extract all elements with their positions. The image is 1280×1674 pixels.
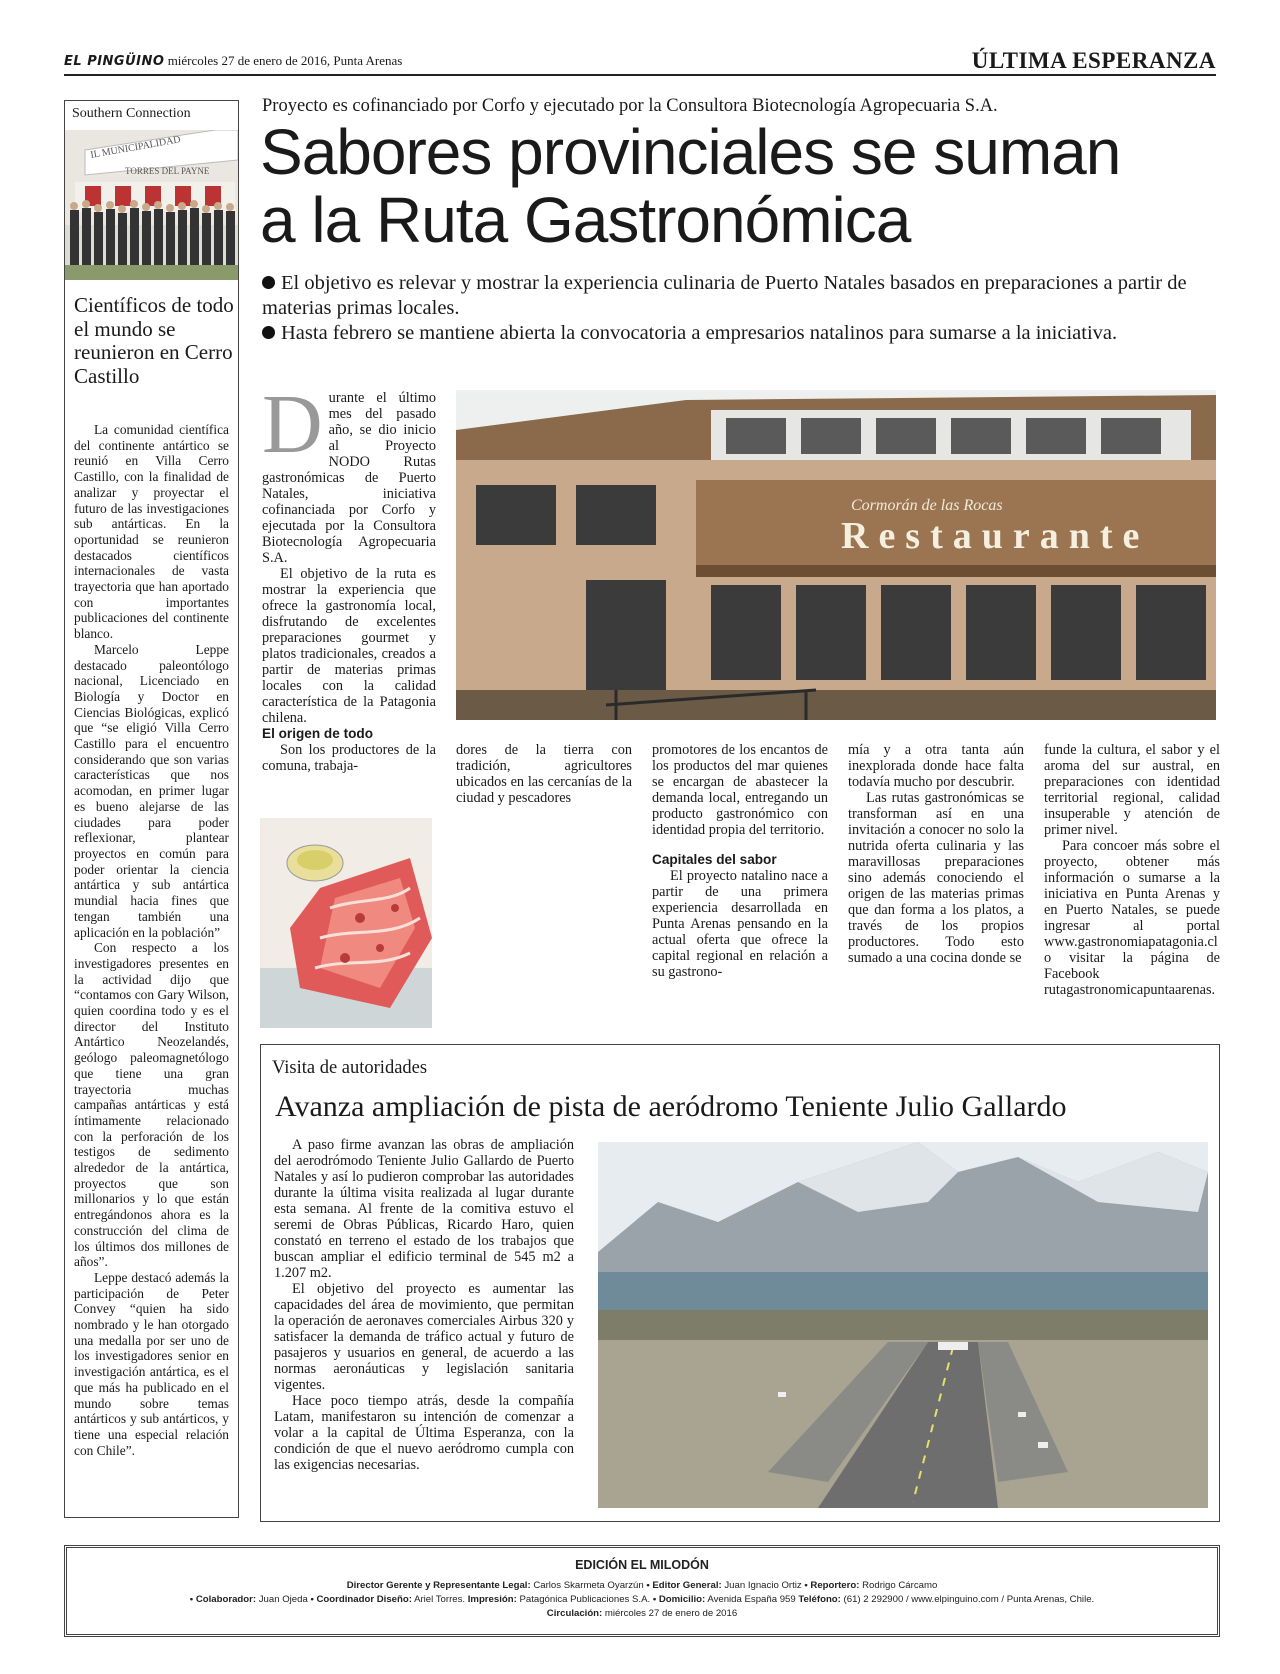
sidebar-paragraph: Marcelo Leppe destacado paleontólogo nacional, Licenciado en Biología y Doctor en Ciencias Biológicas, explicó que “se eligió Villa Cerro Castillo para el encuentro considerando que son varias características que nos acomodan, en primer lugar es bueno alejarse de las ciudades para poder reflexionar, plantear proyectos en común para poder orientar la ciencia antártica y sub antártica mundial hacia fines que tengan también una aplicación en la población”: [74, 641, 229, 940]
footer-line-1: [67, 1580, 1217, 1591]
article-paragraph: El proyecto natalino nace a partir de una primera experiencia desarrollada en Punta Arenas pensando en la actual oferta que ofrece la capital regional en relación a su gastrono-: [652, 868, 828, 980]
bullet-item: [262, 321, 1222, 346]
drop-cap: D: [262, 390, 323, 471]
article-paragraph: dores de la tierra con tradición, agricultores ubicados en las cercanías de la ciudad y pescadores: [456, 742, 632, 806]
footer-key: Director Gerente y Representante Legal:: [346, 1580, 531, 1591]
footer-value: Patagónica Publicaciones S.A.: [519, 1594, 651, 1605]
sidebar-paragraph: Con respecto a los investigadores presentes en la actividad dijo que “contamos con Gary Wilson, quien coordina todo y es el director del Instituto Antártico Neozelandés, geólogo paleomagnetólogo que tiene una gran trayectoria muchas campañas antárticas y está íntimamente relacionado con la perforación de los testigos de sedimento alrededor de la antártica, proyectos que son millonarios y lo que están entregándonos ahora es la construcción del clima de los últimos dos millones de años”.: [74, 940, 229, 1270]
footer-value: Juan Ojeda: [258, 1594, 308, 1605]
footer-key: Circulación:: [546, 1608, 603, 1619]
dateline: miércoles 27 de enero de 2016, Punta Arenas: [167, 53, 403, 68]
masthead-footer: [64, 1545, 1220, 1637]
article-paragraph: Son los productores de la comuna, trabaja-: [262, 742, 436, 774]
bullet-text: El objetivo es relevar y mostrar la experiencia culinaria de Puerto Natales basados en preparaciones a partir de materias primas locales.: [262, 272, 1187, 319]
section-title: ÚLTIMA ESPERANZA: [971, 48, 1216, 73]
article-paragraph: Las rutas gastronómicas se transforman así en una invitación a conocer no solo la nutrida oferta culinaria y las maravillosas preparaciones sino además conociendo el origen de las materias primas que dan forma a los platos, a través de los propios productores. Todo esto sumado a una cocina donde se: [848, 790, 1024, 966]
sidebar-paragraph: Leppe destacó además la participación de Peter Convey “quien ha sido nombrado y le han otorgado una medalla por ser uno de los investigadores senior en investigación antártica, es el que más ha publicado en el mundo sobre temas antárticos y sub antárticos, y tiene una especial relación con Chile”.: [74, 1269, 229, 1458]
footer-key: • Colaborador:: [189, 1594, 257, 1605]
main-column-2: [456, 742, 632, 812]
sidebar-headline: Científicos de todo el mundo se reunieron en Cerro Castillo: [74, 293, 234, 388]
article-paragraph: mía y a otra tanta aún inexplorada donde hace falta todavía mucho por descubrir.: [848, 742, 1024, 790]
footer-key: • Editor General:: [646, 1580, 722, 1591]
airfield-photo: [598, 1142, 1208, 1508]
main-kicker: Proyecto es cofinanciado por Corfo y ejecutado por la Consultora Biotecnología Agropecuaria S.A.: [262, 96, 998, 116]
article-paragraph: promotores de los encantos de los productos del mar quienes se encargan de abastecer la demanda local, entregando un producto gastronómico con identidad propia del territorio.: [652, 742, 828, 838]
bullet-item: [262, 271, 1222, 321]
article-paragraph: funde la cultura, el sabor y el aroma del sur austral, en preparaciones con identidad territorial regional, calidad insuperable y atención de primer nivel.: [1044, 742, 1220, 838]
header-divider: [64, 74, 1216, 76]
restaurant-sign-big: Restaurante: [841, 515, 1150, 557]
footer-value: Rodrigo Cárcamo: [862, 1580, 938, 1591]
footer-key: • Coordinador Diseño:: [310, 1594, 412, 1605]
footer-key: • Domicilio:: [652, 1594, 706, 1605]
headline-line: Sabores provinciales se suman: [260, 116, 1121, 188]
footer-key: • Reportero:: [804, 1580, 860, 1591]
footer-value: Juan Ignacio Ortiz: [724, 1580, 802, 1591]
article-paragraph: El objetivo de la ruta es mostrar la experiencia que ofrece la gastronomía local, disfrutando de excelentes preparaciones gourmet y platos tradicionales, creados a partir de materias primas locales con la calidad característica de la Patagonia chilena.: [262, 566, 436, 726]
footer-key: Impresión:: [467, 1594, 517, 1605]
footer-line-3: [67, 1608, 1217, 1619]
article-paragraph: urante el último mes del pasado año, se dio inicio al Proyecto NODO Rutas gastronómicas de Puerto Natales, iniciativa cofinanciada por Corfo y ejecutada por la Consultora Biotecnología Agropecuaria S.A.: [262, 390, 436, 566]
secondary-story-headline: Avanza ampliación de pista de aeródromo Teniente Julio Gallardo: [275, 1090, 1067, 1123]
sign-text-2: TORRES DEL PAYNE: [125, 166, 210, 176]
bullet-dot-icon: [262, 276, 275, 289]
footer-line-2: [67, 1594, 1217, 1605]
main-bullets: [262, 271, 1222, 346]
footer-value: Ariel Torres.: [414, 1594, 466, 1605]
sign-text-1: IL MUNICIPALIDAD: [89, 134, 182, 161]
restaurant-sign-small: Cormorán de las Rocas: [851, 497, 1003, 514]
bullet-text: Hasta febrero se mantiene abierta la convocatoria a empresarios natalinos para sumarse a la iniciativa.: [281, 322, 1118, 344]
main-column-3: [652, 742, 828, 1032]
footer-title: EDICIÓN EL MILODÓN: [575, 1558, 709, 1572]
footer-key: Teléfono:: [798, 1594, 841, 1605]
article-subhead: El origen de todo: [262, 726, 374, 741]
article-subhead: Capitales del sabor: [652, 852, 777, 867]
sidebar-group-photo: [65, 130, 238, 280]
main-column-5: [1044, 742, 1220, 1032]
newspaper-logo: EL PINGÜINO: [64, 54, 165, 69]
headline-line: a la Ruta Gastronómica: [260, 184, 911, 256]
main-column-1: [262, 390, 436, 810]
main-column-4: [848, 742, 1024, 1032]
article-paragraph: Para concoer más sobre el proyecto, obtener más información o sumarse a la iniciativa en Punta Arenas y en Puerto Natales, se puede ingresar al portal www.gastronomiapatagonia.cl o visitar la página de Facebook rutagastronomicapuntaarenas.: [1044, 838, 1220, 998]
secondary-story-body: [274, 1137, 574, 1512]
sidebar-label: Southern Connection: [72, 106, 191, 121]
article-paragraph: Hace poco tiempo atrás, desde la compañía Latam, manifestaron su intención de comenzar a volar a la capital de Última Esperanza, con la condición de que el nuevo aeródromo cumpla con las exigencias necesarias.: [274, 1393, 574, 1473]
article-paragraph: El objetivo del proyecto es aumentar las capacidades del área de movimiento, que permitan la operación de aeronaves comerciales Airbus 320 y satisfacer la demanda de tráfico actual y futuro de pasajeros y usuarios en general, de acuerdo a las normas aeronáuticas y legislación sanitaria vigentes.: [274, 1281, 574, 1393]
article-paragraph: A paso firme avanzan las obras de ampliación del aerodrómodo Teniente Julio Gallardo de Puerto Natales y así lo pudieron comprobar las autoridades durante la última visita realizada al lugar durante esta semana. Al frente de la comitiva estuvo el seremi de Obras Públicas, Ricardo Haro, quien constató en terreno el estado de los trabajos que buscan ampliar el edificio terminal de 545 m2 a 1.207 m2.: [274, 1137, 574, 1281]
sidebar-article-body: [74, 422, 229, 1508]
main-headline: [260, 118, 1160, 254]
secondary-story-label: Visita de autoridades: [272, 1058, 428, 1078]
footer-value: (61) 2 292900 / www.elpinguino.com / Punta Arenas, Chile.: [843, 1594, 1095, 1605]
bullet-dot-icon: [262, 326, 275, 339]
footer-value: Avenida España 959: [707, 1594, 796, 1605]
footer-value: miércoles 27 de enero de 2016: [604, 1608, 738, 1619]
king-crab-photo: [260, 818, 432, 1028]
sidebar-paragraph: La comunidad científica del continente antártico se reunió en Villa Cerro Castillo, con la finalidad de analizar y proyectar el futuro de las investigaciones sub antárticas. En la oportunidad se reunieron destacados científicos internacionales de vasta trayectoria que han aportado con importantes publicaciones del continente blanco.: [74, 422, 229, 642]
footer-value: Carlos Skarmeta Oyarzún: [533, 1580, 644, 1591]
page-header-left: [64, 53, 402, 69]
restaurant-photo: [456, 390, 1216, 720]
